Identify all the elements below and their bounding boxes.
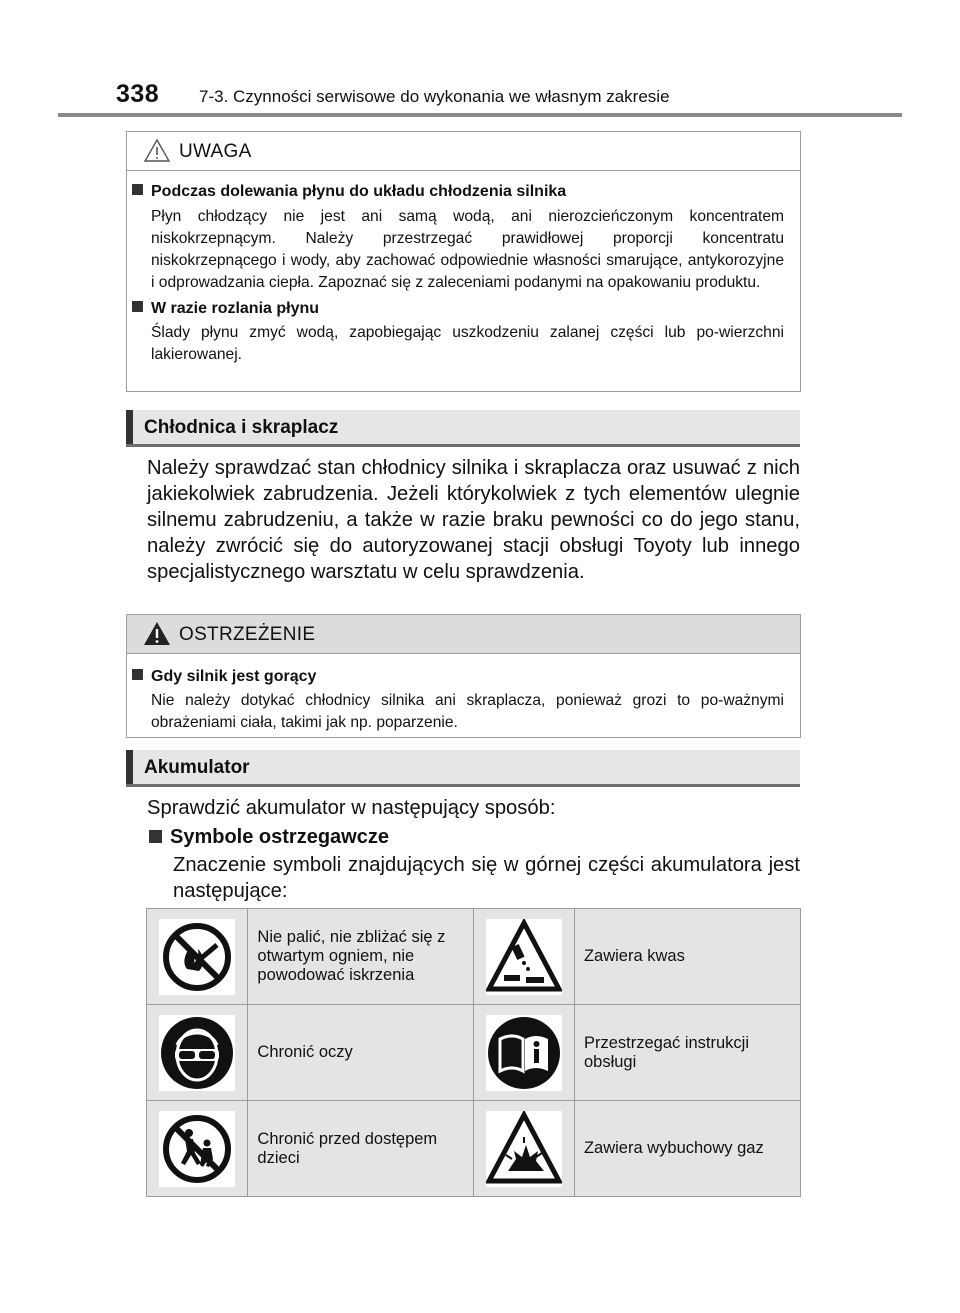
no-fire-icon	[159, 919, 235, 995]
section-header-battery	[126, 750, 800, 787]
radiator-paragraph: Należy sprawdzać stan chłodnicy silnika i skraplacza oraz usuwać z nich jakiekolwiek zabrudzenia. Jeżeli którykolwiek z tych elementów ulegnie silnemu zabrudzeniu, a także w razie braku pewności co do jego stanu, należy zwrócić się do autoryzowanej stacji obsługi Toyoty lub innego specjalistycznego warsztatu w celu sprawdzenia.	[147, 457, 800, 583]
symbol-text: Chronić oczy	[248, 1005, 473, 1101]
caution-item-heading: W razie rozlania płynu	[151, 300, 320, 317]
warning-box	[126, 614, 801, 738]
explosive-gas-icon	[486, 1111, 562, 1187]
symbol-text: Przestrzegać instrukcji obsługi	[574, 1005, 800, 1101]
caution-item-text: Ślady płynu zmyć wodą, zapobiegając uszkodzeniu zalanej części lub po-wierzchni lakierowanej.	[151, 324, 784, 363]
acid-icon	[486, 919, 562, 995]
caution-item-heading: Podczas dolewania płynu do układu chłodzenia silnika	[151, 183, 567, 200]
bullet-square-icon	[132, 184, 143, 195]
warning-title: OSTRZEŻENIE	[179, 624, 316, 645]
symbol-cell	[147, 1101, 248, 1197]
symbol-text: Zawiera wybuchowy gaz	[574, 1101, 800, 1197]
caution-box	[126, 131, 801, 392]
warning-item	[127, 666, 800, 734]
battery-intro: Sprawdzić akumulator w następujący sposób:	[147, 797, 556, 819]
manual-icon	[486, 1015, 562, 1091]
section-marker	[126, 750, 133, 784]
warning-item-heading: Gdy silnik jest gorący	[151, 668, 317, 685]
caution-item-text: Płyn chłodzący nie jest ani samą wodą, ani nierozcieńczonym koncentratem niskokrzepnącym. Należy przestrzegać prawidłowej proporcji koncentratu niskokrzepnącego i wody, aby zachować odpowiednie własności smarujące, antykorozyjne i odprowadzania ciepła. Zapoznać się z zaleceniami podanymi na opakowaniu produktu.	[151, 208, 784, 291]
symbol-cell	[147, 909, 248, 1005]
symbol-cell	[147, 1005, 248, 1101]
section-header-radiator	[126, 410, 800, 447]
subheading-label: Symbole ostrzegawcze	[170, 826, 389, 848]
section-header-label: Chłodnica i skraplacz	[144, 417, 339, 438]
table-row	[147, 909, 801, 1005]
symbol-text: Chronić przed dostępem dzieci	[248, 1101, 473, 1197]
page-number: 338	[116, 80, 160, 108]
symbol-text: Zawiera kwas	[574, 909, 800, 1005]
symbol-cell	[473, 1005, 574, 1101]
symbol-cell	[473, 1101, 574, 1197]
header-rule	[58, 113, 902, 117]
table-row	[147, 1101, 801, 1197]
keep-away-children-icon	[159, 1111, 235, 1187]
eye-protection-icon	[159, 1015, 235, 1091]
section-header-label: Akumulator	[144, 757, 250, 778]
caution-item	[127, 181, 800, 294]
bullet-square-icon	[149, 830, 162, 843]
symbols-table	[146, 908, 801, 1197]
table-row	[147, 1005, 801, 1101]
caution-triangle-icon	[143, 138, 171, 163]
symbol-text: Nie palić, nie zbliżać się z otwartym ogniem, nie powodować iskrzenia	[248, 909, 473, 1005]
section-title: 7-3. Czynności serwisowe do wykonania we własnym zakresie	[199, 87, 670, 106]
warning-header	[127, 615, 800, 654]
warning-triangle-icon	[143, 621, 171, 646]
caution-title: UWAGA	[179, 141, 252, 162]
bullet-square-icon	[132, 301, 143, 312]
subheading-warning-symbols	[149, 826, 389, 849]
bullet-square-icon	[132, 669, 143, 680]
section-marker	[126, 410, 133, 444]
symbols-description: Znaczenie symboli znajdujących się w górnej części akumulatora jest następujące:	[173, 854, 800, 902]
warning-item-text: Nie należy dotykać chłodnicy silnika ani skraplacza, ponieważ grozi to po-ważnymi obrażeniami ciała, takimi jak np. poparzenie.	[151, 692, 784, 731]
caution-item	[127, 298, 800, 366]
symbol-cell	[473, 909, 574, 1005]
caution-header	[127, 132, 800, 171]
